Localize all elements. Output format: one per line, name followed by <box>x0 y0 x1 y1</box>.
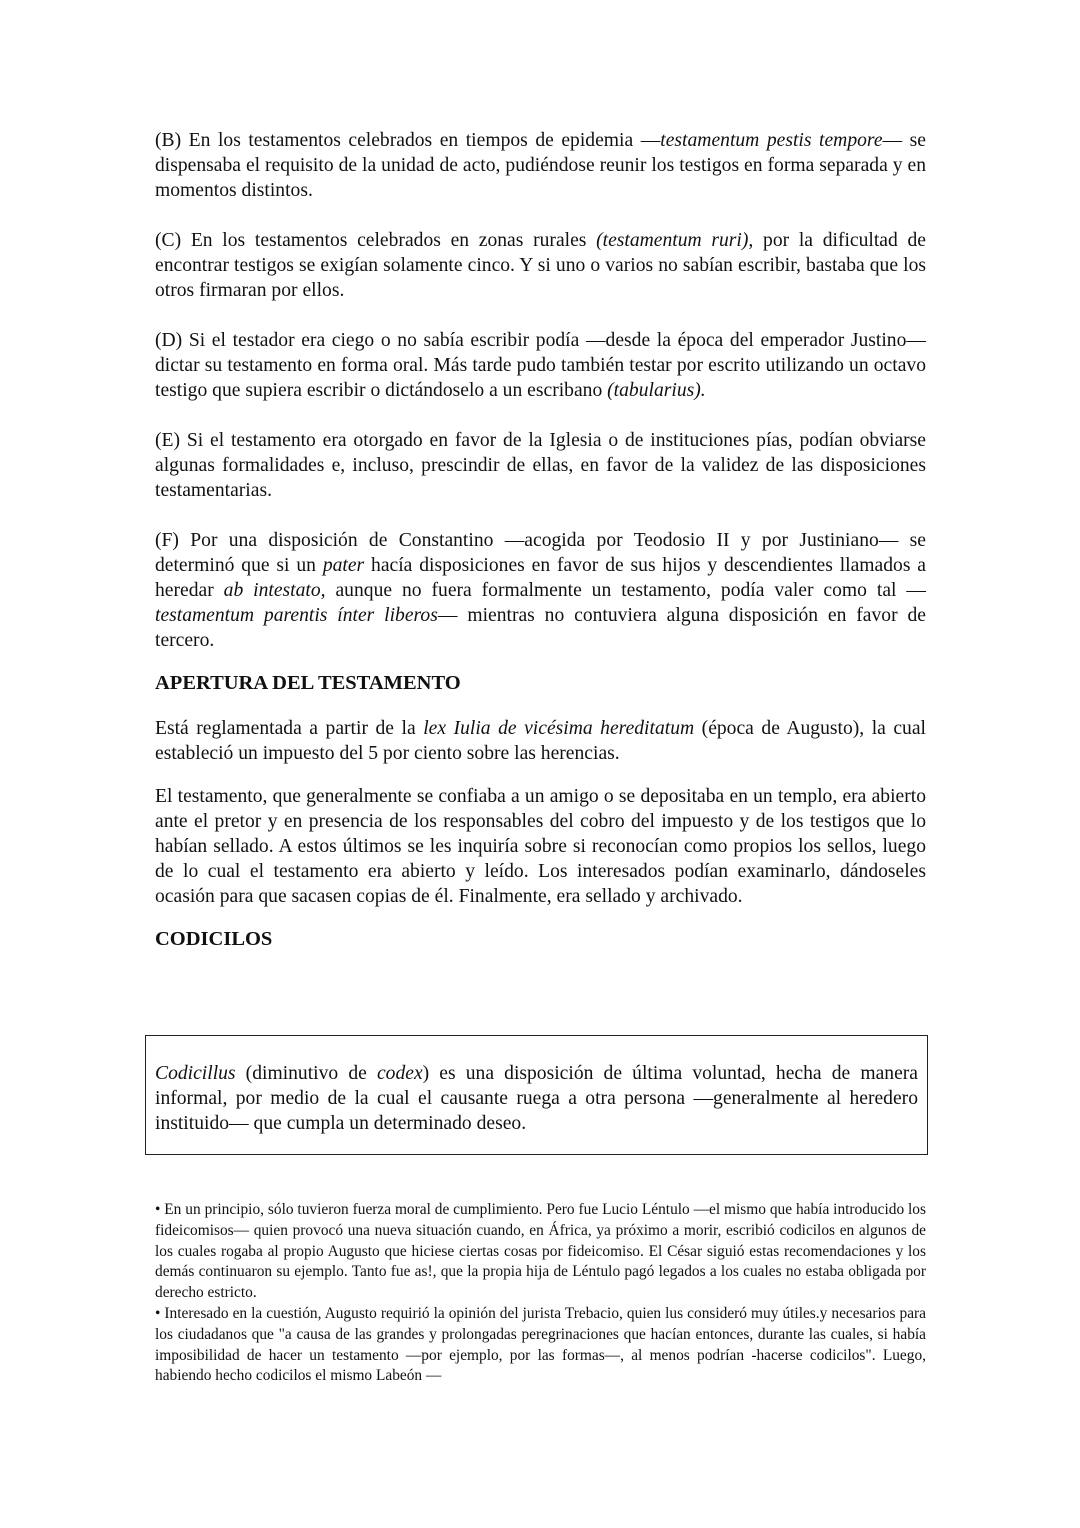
paragraph-apertura-1 <box>155 716 926 766</box>
note-paragraph-2 <box>155 1304 926 1387</box>
paragraph-item-b <box>155 128 926 203</box>
text-run: El testamento, que generalmente se confiaba a un amigo o se depositaba en un templo, era abierto ante el pretor y en presencia de los responsables del cobro del impuesto y de los testigos que lo habían sellado. A estos últimos se les inquiría sobre si reconocían como propios los sellos, luego de lo cual el testamento era abierto y leído. Los interesados podían examinarlo, dándoseles ocasión para que sacasen copias de él. Finalmente, era sellado y archivado. <box>155 786 926 907</box>
heading-codicilos: CODICILOS <box>155 928 273 950</box>
text-run: • En un principio, sólo tuvieron fuerza moral de cumplimiento. Pero fue Lucio Léntulo —el mismo que había introducido los fideicomisos— quien provocó una nueva situación cuando, en África, ya próximo a morir, escribió codicilos en algunos de los cuales rogaba al propio Augusto que hiciese ciertas cosas por fideicomiso. El César siguió estas recomendaciones y los demás continuaron su ejemplo. Tanto fue as!, que la propia hija de Léntulo pagó legados a los cuales no estaba obligada por derecho estricto. <box>155 1201 926 1302</box>
text-run: • Interesado en la cuestión, Augusto requirió la opinión del jurista Trebacio, quien lus consideró muy útiles.y necesarios para los ciudadanos que "a causa de las grandes y prolongadas peregrinaciones que hacían entonces, durante las cuales, si había imposibilidad de hacer un testamento —por ejemplo, por las formas—, al menos podrían -hacerse codicilos". Luego, habiendo hecho codicilos el mismo Labeón — <box>155 1304 926 1385</box>
text-run: (C) En los testamentos celebrados en zonas rurales <box>155 230 597 251</box>
italic-text-run: codex <box>376 1063 423 1084</box>
text-run: — se dispensaba el requisito de la unidad de acto, pudiéndose reunir los testigos en forma separada y en momentos distintos. <box>155 130 926 201</box>
text-run: (época de Augusto), la cual estableció un impuesto del 5 por ciento sobre las herencias. <box>155 718 926 764</box>
text-run: aunque no fuera formalmente un testamento, podía valer como tal — <box>325 580 926 601</box>
italic-text-run: lex Iulia de vicésima hereditatum <box>423 718 695 739</box>
italic-text-run: testamentum parentis ínter liberos <box>155 605 438 626</box>
definition-text <box>155 1061 918 1136</box>
text-run: por la dificultad de encontrar testigos se exigían solamente cinco. Y si uno o varios no sabían escribir, bastaba que los otros firmaran por ellos. <box>155 230 926 301</box>
italic-text-run: Codicillus <box>155 1063 236 1084</box>
italic-text-run: testamentum pestis tempore <box>660 130 883 151</box>
italic-text-run: (testamentum ruri), <box>596 230 754 251</box>
italic-text-run: (tabularius). <box>607 380 706 401</box>
definition-box <box>145 1035 928 1155</box>
text-run: (F) Por una disposición de Constantino —acogida por Teodosio II y por Justiniano— se determinó que si un <box>155 530 926 576</box>
italic-text-run: ab intestato, <box>223 580 326 601</box>
paragraph-item-e <box>155 428 926 503</box>
text-run: (B) En los testamentos celebrados en tiempos de epidemia — <box>155 130 661 151</box>
text-run: (diminutivo de <box>235 1063 377 1084</box>
text-run: ) es una disposición de última voluntad, hecha de manera informal, por medio de la cual el causante ruega a otra persona —generalmente al heredero instituido— que cumpla un determinado deseo. <box>155 1063 918 1134</box>
text-run: (E) Si el testamento era otorgado en favor de la Iglesia o de instituciones pías, podían obviarse algunas formalidades e, incluso, prescindir de ellas, en favor de la validez de las disposiciones testamentarias. <box>155 430 926 501</box>
text-run: Está reglamentada a partir de la <box>155 718 424 739</box>
italic-text-run: pater <box>322 555 365 576</box>
paragraph-apertura-2 <box>155 784 926 909</box>
note-paragraph-1 <box>155 1200 926 1304</box>
notes-section <box>155 1200 926 1387</box>
main-text <box>155 128 926 972</box>
text-run: (D) Si el testador era ciego o no sabía escribir podía —desde la época del emperador Justino— dictar su testamento en forma oral. Más tarde pudo también testar por escrito utilizando un octavo testigo que supiera escribir o dictándoselo a un escribano <box>155 330 926 401</box>
paragraph-item-f <box>155 528 926 653</box>
heading-apertura: APERTURA DEL TESTAMENTO <box>155 672 461 694</box>
text-run: hacía disposiciones en favor de sus hijos y descendientes llamados a heredar <box>155 555 926 601</box>
paragraph-item-c <box>155 228 926 303</box>
text-run: — mientras no contuviera alguna disposición en favor de tercero. <box>155 605 926 651</box>
paragraph-item-d <box>155 328 926 403</box>
